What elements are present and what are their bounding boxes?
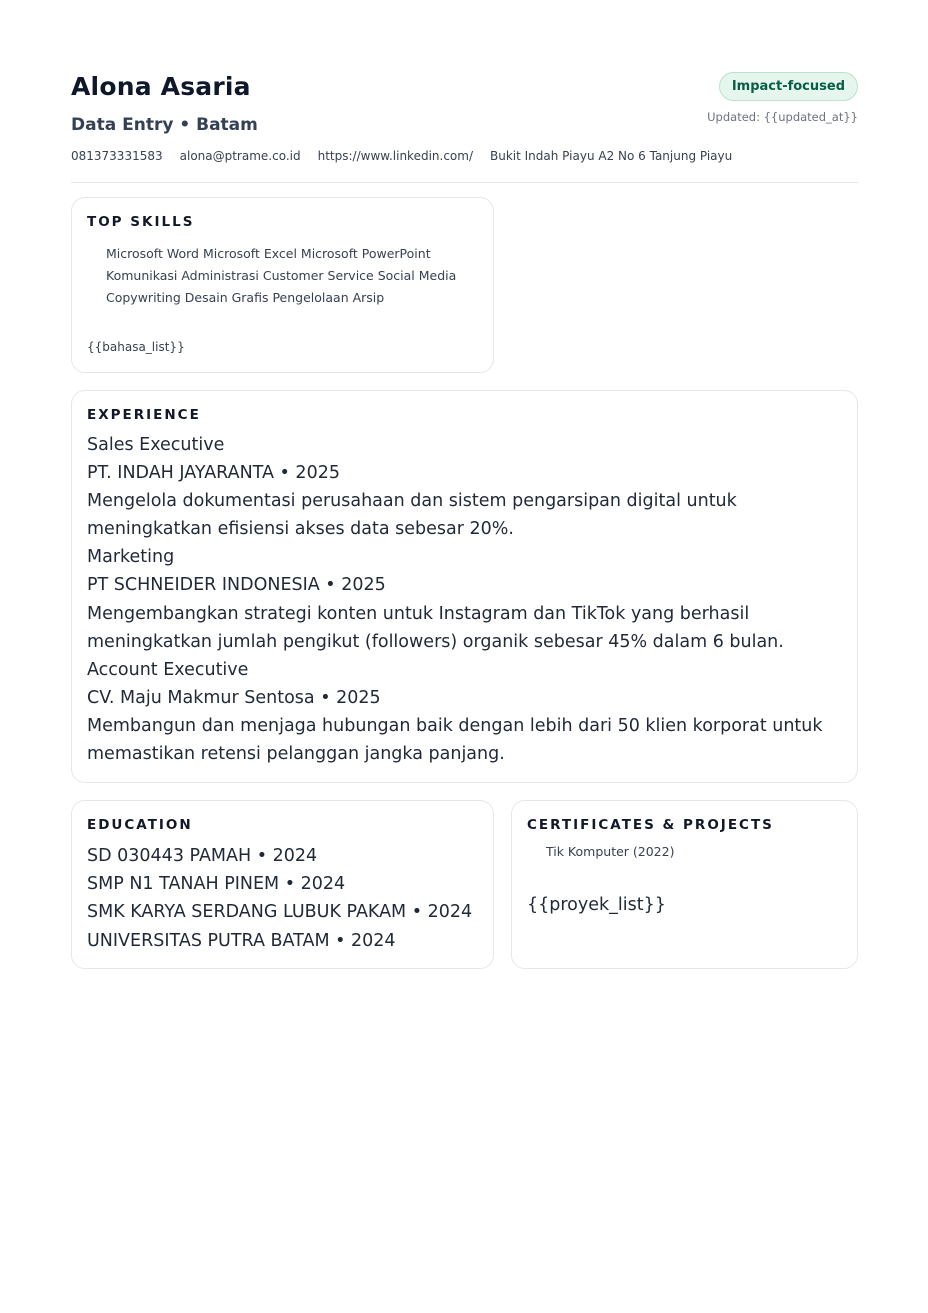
education-item: UNIVERSITAS PUTRA BATAM • 2024 — [87, 930, 396, 951]
contact-linkedin[interactable]: https://www.linkedin.com/ — [317, 149, 473, 163]
contact-address: Bukit Indah Piayu A2 No 6 Tanjung Piayu — [490, 149, 733, 163]
resume-header — [71, 70, 858, 164]
contact-row — [71, 148, 858, 164]
proyek-placeholder: {{proyek_list}} — [527, 895, 666, 915]
candidate-subtitle: Data Entry • Batam — [71, 115, 258, 135]
education-heading: EDUCATION — [87, 817, 193, 833]
education-card — [71, 800, 494, 969]
experience-desc: Mengelola dokumentasi perusahaan dan sistem pengarsipan digital untuk meningkatkan efisiensi akses data sebesar 20%. — [87, 491, 737, 540]
experience-list — [87, 431, 842, 768]
experience-company: PT. INDAH JAYARANTA • 2025 — [87, 463, 340, 484]
header-divider — [71, 182, 858, 183]
experience-card — [71, 390, 858, 783]
certificates-heading: CERTIFICATES & PROJECTS — [527, 817, 774, 833]
updated-label: Updated: {{updated_at}} — [707, 110, 858, 124]
experience-company: PT SCHNEIDER INDONESIA • 2025 — [87, 575, 386, 596]
education-list — [87, 842, 478, 955]
certificates-card — [511, 800, 858, 969]
education-item: SD 030443 PAMAH • 2024 — [87, 846, 318, 866]
education-item: SMP N1 TANAH PINEM • 2024 — [87, 874, 346, 895]
experience-desc: Mengembangkan strategi konten untuk Instagram dan TikTok yang berhasil meningkatkan jumlah pengikut (followers) organik sebesar 45% dalam 6 bulan. — [87, 603, 784, 652]
education-item: SMK KARYA SERDANG LUBUK PAKAM • 2024 — [87, 902, 473, 923]
candidate-name: Alona Asaria — [71, 72, 251, 101]
skills-list — [87, 243, 478, 309]
certificate-item: Tik Komputer (2022) — [546, 844, 675, 859]
skills-line: Microsoft Word Microsoft Excel Microsoft PowerPoint — [106, 246, 431, 261]
experience-heading: EXPERIENCE — [87, 407, 201, 423]
experience-role: Marketing — [87, 547, 175, 568]
contact-email[interactable]: alona@ptrame.co.id — [179, 149, 301, 163]
experience-role: Account Executive — [87, 659, 249, 680]
contact-phone: 081373331583 — [71, 149, 163, 163]
status-badge: Impact-focused — [719, 72, 858, 101]
skills-card — [71, 197, 494, 373]
skills-heading: TOP SKILLS — [87, 214, 195, 230]
skills-line: Komunikasi Administrasi Customer Service Social Media — [106, 268, 457, 283]
bahasa-placeholder: {{bahasa_list}} — [87, 340, 185, 354]
experience-company: CV. Maju Makmur Sentosa • 2025 — [87, 687, 381, 708]
experience-desc: Membangun dan menjaga hubungan baik dengan lebih dari 50 klien korporat untuk memastikan retensi pelanggan jangka panjang. — [87, 715, 823, 765]
experience-role: Sales Executive — [87, 435, 225, 455]
skills-line: Copywriting Desain Grafis Pengelolaan Arsip — [106, 290, 385, 305]
